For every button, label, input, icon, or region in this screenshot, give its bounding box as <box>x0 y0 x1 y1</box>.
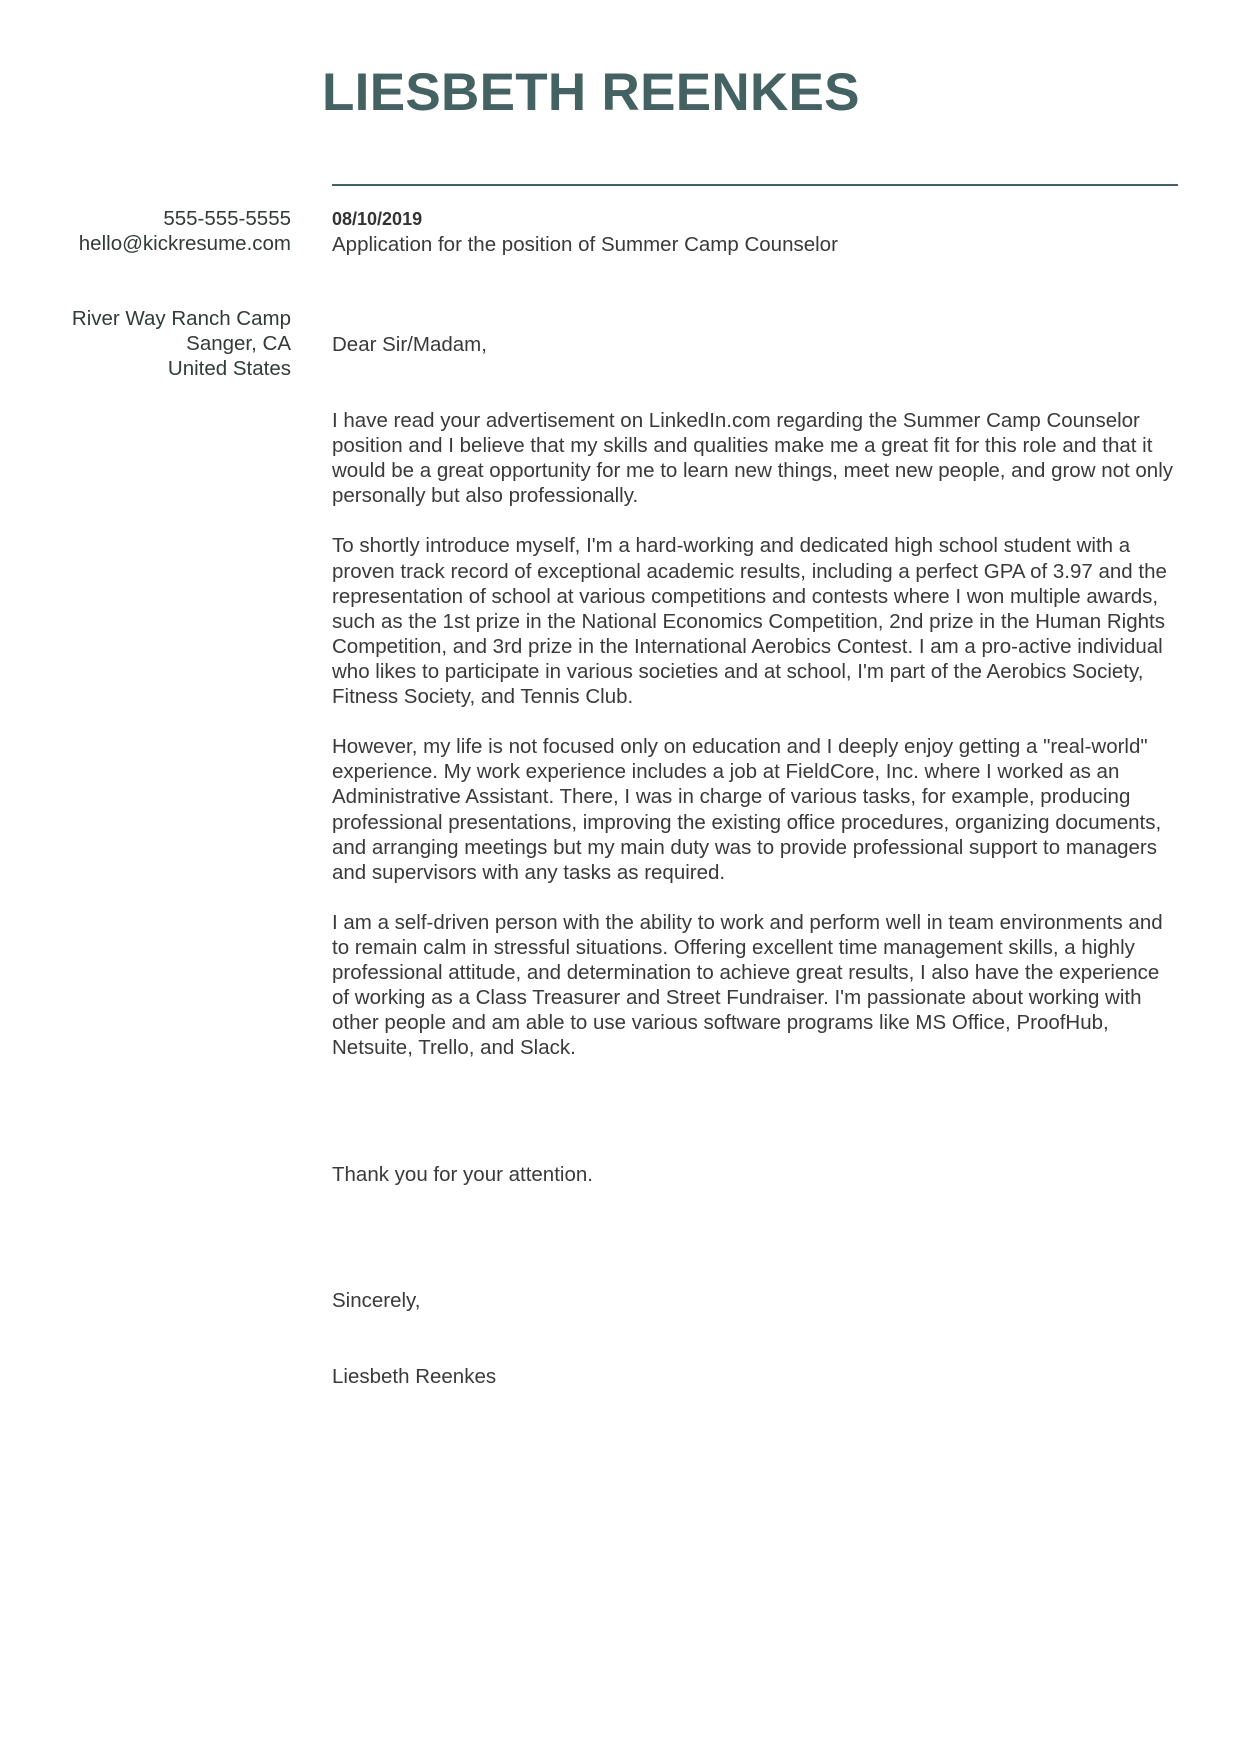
applicant-name: LIESBETH REENKES <box>322 63 860 122</box>
body-paragraph: However, my life is not focused only on education and I deeply enjoy getting a "real-world" experience. My work experience includes a job at FieldCore, Inc. where I worked as an Administrative Assistant. There, I was in charge of various tasks, for example, producing professional presentations, improving the existing office procedures, organizing documents, and arranging meetings but my main duty was to provide professional support to managers and supervisors with any tasks as required. <box>332 735 1162 884</box>
body-paragraph: I have read your advertisement on LinkedIn.com regarding the Summer Camp Counselor position and I believe that my skills and qualities make me a great fit for this role and that it would be a great opportunity for me to learn new things, meet new people, and grow not only personally but also professionally. <box>332 409 1174 508</box>
letter-greeting: Dear Sir/Madam, <box>332 333 487 356</box>
email-address: hello@kickresume.com <box>78 232 291 255</box>
phone-number: 555-555-5555 <box>163 207 291 230</box>
recipient-city-state: Sanger, CA <box>186 332 291 355</box>
letter-thanks: Thank you for your attention. <box>332 1163 593 1186</box>
recipient-country: United States <box>167 357 291 380</box>
letter-closing: Sincerely, <box>332 1289 421 1312</box>
header-divider <box>332 184 1178 186</box>
recipient-organization: River Way Ranch Camp <box>71 307 291 330</box>
recipient-address <box>0 306 291 381</box>
letter-date: 08/10/2019 <box>332 209 423 229</box>
sender-contact <box>0 206 291 256</box>
letter-signature: Liesbeth Reenkes <box>332 1365 497 1388</box>
letter-body <box>332 408 1182 1086</box>
body-paragraph: I am a self-driven person with the ability to work and perform well in team environments and to remain calm in stressful situations. Offering excellent time management skills, a highly professional attitude, and determination to achieve great results, I also have the experience of working as a Class Treasurer and Street Fundraiser. I'm passionate about working with other people and am able to use various software programs like MS Office, ProofHub, Netsuite, Trello, and Slack. <box>332 910 1163 1060</box>
letter-subject: Application for the position of Summer Camp Counselor <box>332 233 838 256</box>
body-paragraph: To shortly introduce myself, I'm a hard-working and dedicated high school student with a proven track record of exceptional academic results, including a perfect GPA of 3.97 and the representation of school at various competitions and contests where I won multiple awards, such as the 1st prize in the National Economics Competition, 2nd prize in the Human Rights Competition, and 3rd prize in the International Aerobics Contest. I am a pro-active individual who likes to participate in various societies and at school, I'm part of the Aerobics Society, Fitness Society, and Tennis Club. <box>332 534 1167 709</box>
